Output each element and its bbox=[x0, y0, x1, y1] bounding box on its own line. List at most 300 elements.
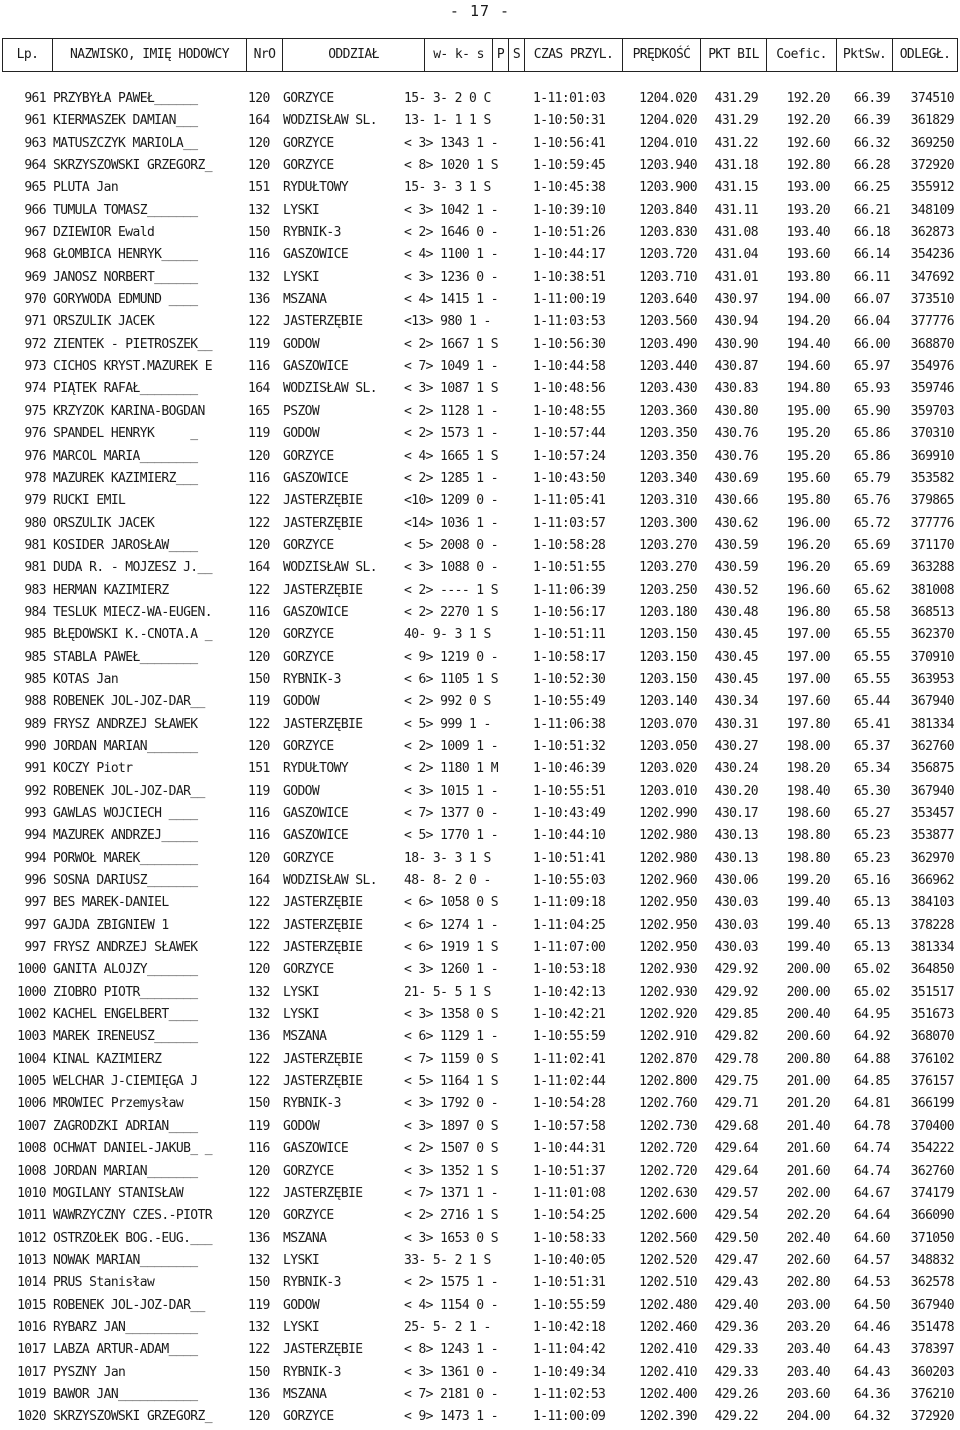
cell-nro: 122 bbox=[248, 493, 270, 509]
cell-odleg: 379865 bbox=[910, 493, 954, 509]
table-row bbox=[0, 424, 960, 446]
cell-predkosc: 1202.600 bbox=[639, 1208, 697, 1224]
cell-czas: 1-10:48:56 bbox=[533, 381, 606, 397]
table-row bbox=[0, 804, 960, 826]
cell-odleg: 370400 bbox=[910, 1118, 954, 1134]
cell-lp: 1005 bbox=[17, 1074, 46, 1090]
cell-coefic: 199.40 bbox=[786, 940, 830, 956]
cell-nro: 120 bbox=[248, 627, 270, 643]
cell-pktsw: 65.41 bbox=[853, 716, 890, 732]
cell-pkt-bil: 430.45 bbox=[714, 649, 758, 665]
cell-oddzial: GORZYCE bbox=[283, 649, 334, 665]
cell-coefic: 198.40 bbox=[786, 783, 830, 799]
cell-oddzial: GODÓW bbox=[283, 426, 320, 442]
cell-lp: 1003 bbox=[17, 1029, 46, 1045]
cell-name: JANOSZ NORBERT______ bbox=[53, 269, 198, 285]
cell-oddzial: JASTERZĘBIE bbox=[283, 1342, 363, 1358]
cell-czas: 1-10:56:17 bbox=[533, 604, 606, 620]
cell-coefic: 197.80 bbox=[786, 716, 830, 732]
cell-pkt-bil: 430.59 bbox=[714, 537, 758, 553]
cell-coefic: 193.20 bbox=[786, 202, 830, 218]
cell-lp: 1017 bbox=[17, 1342, 46, 1358]
cell-nro: 150 bbox=[248, 671, 270, 687]
cell-lp: 1020 bbox=[17, 1409, 46, 1425]
cell-name: TUMULA TOMASZ_______ bbox=[53, 202, 198, 218]
cell-coefic: 199.40 bbox=[786, 917, 830, 933]
cell-wks: < 8> 1020 1 S bbox=[404, 158, 498, 174]
cell-name: ZAGRODZKI ADRIAN____ bbox=[53, 1118, 198, 1134]
table-row bbox=[0, 178, 960, 200]
cell-nro: 116 bbox=[248, 247, 270, 263]
table-row bbox=[0, 648, 960, 670]
table-row bbox=[0, 826, 960, 848]
cell-coefic: 202.60 bbox=[786, 1252, 830, 1268]
cell-coefic: 197.60 bbox=[786, 694, 830, 710]
cell-wks: < 2> 1507 0 S bbox=[404, 1141, 498, 1157]
cell-czas: 1-10:57:58 bbox=[533, 1118, 606, 1134]
cell-name: JORDAN MARIAN_______ bbox=[53, 1163, 198, 1179]
cell-nro: 120 bbox=[248, 850, 270, 866]
cell-lp: 981 bbox=[24, 560, 46, 576]
cell-czas: 1-10:50:31 bbox=[533, 113, 606, 129]
table-row bbox=[0, 737, 960, 759]
cell-oddzial: LYSKI bbox=[283, 984, 320, 1000]
cell-coefic: 202.40 bbox=[786, 1230, 830, 1246]
table-row bbox=[0, 1206, 960, 1228]
cell-odleg: 381008 bbox=[910, 582, 954, 598]
cell-lp: 1000 bbox=[17, 984, 46, 1000]
cell-pktsw: 64.60 bbox=[853, 1230, 890, 1246]
cell-pktsw: 64.43 bbox=[853, 1364, 890, 1380]
cell-pkt-bil: 431.18 bbox=[714, 158, 758, 174]
table-row bbox=[0, 1251, 960, 1273]
cell-odleg: 351673 bbox=[910, 1007, 954, 1023]
cell-odleg: 366199 bbox=[910, 1096, 954, 1112]
cell-odleg: 347692 bbox=[910, 269, 954, 285]
table-row bbox=[0, 1385, 960, 1407]
cell-name: ORSZULIK JACEK bbox=[53, 515, 155, 531]
cell-oddzial: JASTERZĘBIE bbox=[283, 716, 363, 732]
cell-czas: 1-10:58:28 bbox=[533, 537, 606, 553]
cell-wks: < 3> 1653 0 S bbox=[404, 1230, 498, 1246]
cell-coefic: 195.20 bbox=[786, 426, 830, 442]
cell-pktsw: 65.02 bbox=[853, 984, 890, 1000]
cell-name: BAWOR JAN___________ bbox=[53, 1386, 198, 1402]
cell-odleg: 372920 bbox=[910, 1409, 954, 1425]
cell-czas: 1-11:01:03 bbox=[533, 91, 606, 106]
table-row bbox=[0, 536, 960, 558]
cell-wks: < 6> 1058 0 S bbox=[404, 895, 498, 911]
cell-wks: < 7> 2181 0 - bbox=[404, 1386, 498, 1402]
cell-lp: 1008 bbox=[17, 1141, 46, 1157]
cell-nro: 122 bbox=[248, 895, 270, 911]
cell-lp: 1006 bbox=[17, 1096, 46, 1112]
cell-name: BŁĘDOWSKI K.-CNOTA.A _ bbox=[53, 627, 212, 643]
cell-odleg: 376210 bbox=[910, 1386, 954, 1402]
cell-nro: 116 bbox=[248, 1141, 270, 1157]
cell-coefic: 204.00 bbox=[786, 1409, 830, 1425]
cell-pkt-bil: 429.57 bbox=[714, 1185, 758, 1201]
cell-czas: 1-11:09:18 bbox=[533, 895, 606, 911]
cell-czas: 1-11:06:38 bbox=[533, 716, 606, 732]
cell-nro: 132 bbox=[248, 202, 270, 218]
cell-odleg: 353877 bbox=[910, 828, 954, 844]
cell-coefic: 196.20 bbox=[786, 537, 830, 553]
cell-wks: < 2> 1128 1 - bbox=[404, 403, 498, 419]
cell-pkt-bil: 430.13 bbox=[714, 828, 758, 844]
cell-odleg: 368870 bbox=[910, 336, 954, 352]
cell-predkosc: 1202.720 bbox=[639, 1141, 697, 1157]
cell-pkt-bil: 429.22 bbox=[714, 1409, 758, 1425]
cell-coefic: 195.00 bbox=[786, 403, 830, 419]
cell-czas: 1-11:04:42 bbox=[533, 1342, 606, 1358]
header-p: P bbox=[493, 39, 509, 71]
cell-pkt-bil: 430.45 bbox=[714, 627, 758, 643]
cell-predkosc: 1202.720 bbox=[639, 1163, 697, 1179]
cell-pktsw: 64.92 bbox=[853, 1029, 890, 1045]
cell-nro: 120 bbox=[248, 135, 270, 151]
cell-odleg: 359703 bbox=[910, 403, 954, 419]
cell-odleg: 362578 bbox=[910, 1275, 954, 1291]
cell-coefic: 203.20 bbox=[786, 1319, 830, 1335]
cell-pkt-bil: 429.68 bbox=[714, 1118, 758, 1134]
cell-predkosc: 1202.950 bbox=[639, 917, 697, 933]
cell-name: KOSIDER JAROSŁAW____ bbox=[53, 537, 198, 553]
cell-predkosc: 1203.050 bbox=[639, 738, 697, 754]
cell-pkt-bil: 429.71 bbox=[714, 1096, 758, 1112]
page-number: - 17 - bbox=[449, 2, 511, 20]
cell-nro: 136 bbox=[248, 1230, 270, 1246]
cell-pkt-bil: 430.69 bbox=[714, 470, 758, 486]
cell-coefic: 192.80 bbox=[786, 158, 830, 174]
cell-lp: 976 bbox=[24, 448, 46, 464]
cell-pkt-bil: 429.92 bbox=[714, 962, 758, 978]
cell-wks: < 5> 1770 1 - bbox=[404, 828, 498, 844]
cell-czas: 1-10:51:41 bbox=[533, 850, 606, 866]
cell-coefic: 197.00 bbox=[786, 627, 830, 643]
cell-czas: 1-10:43:50 bbox=[533, 470, 606, 486]
cell-predkosc: 1203.250 bbox=[639, 582, 697, 598]
cell-pktsw: 64.64 bbox=[853, 1208, 890, 1224]
cell-coefic: 194.20 bbox=[786, 314, 830, 330]
cell-oddzial: GASZOWICE bbox=[283, 828, 349, 844]
table-row bbox=[0, 1117, 960, 1139]
cell-czas: 1-10:51:11 bbox=[533, 627, 606, 643]
cell-name: KIERMASZEK DAMIAN___ bbox=[53, 113, 198, 129]
cell-odleg: 362970 bbox=[910, 850, 954, 866]
cell-czas: 1-10:51:37 bbox=[533, 1163, 606, 1179]
cell-odleg: 372920 bbox=[910, 158, 954, 174]
cell-pktsw: 64.74 bbox=[853, 1141, 890, 1157]
cell-nro: 122 bbox=[248, 314, 270, 330]
cell-odleg: 369250 bbox=[910, 135, 954, 151]
cell-predkosc: 1203.270 bbox=[639, 537, 697, 553]
cell-coefic: 202.80 bbox=[786, 1275, 830, 1291]
cell-pktsw: 65.90 bbox=[853, 403, 890, 419]
cell-oddzial: GODÓW bbox=[283, 336, 320, 352]
cell-coefic: 196.00 bbox=[786, 515, 830, 531]
cell-name: RYBARZ JAN__________ bbox=[53, 1319, 198, 1335]
cell-lp: 1013 bbox=[17, 1252, 46, 1268]
cell-oddzial: GORZYCE bbox=[283, 158, 334, 174]
cell-coefic: 195.60 bbox=[786, 470, 830, 486]
cell-oddzial: GORZYCE bbox=[283, 627, 334, 643]
cell-nro: 122 bbox=[248, 940, 270, 956]
cell-name: GAWLAS WOJCIECH ____ bbox=[53, 806, 198, 821]
cell-pkt-bil: 429.40 bbox=[714, 1297, 758, 1313]
cell-coefic: 198.60 bbox=[786, 806, 830, 821]
cell-name: SKRZYSZOWSKI GRZEGORZ_ bbox=[53, 158, 212, 174]
cell-pkt-bil: 430.20 bbox=[714, 783, 758, 799]
cell-name: KINAL KAZIMIERZ bbox=[53, 1051, 162, 1067]
cell-name: ROBENEK JOL-JÓZ-DAR__ bbox=[53, 783, 205, 799]
cell-name: FRYSZ ANDRZEJ SŁAWEK bbox=[53, 940, 198, 956]
cell-czas: 1-11:02:41 bbox=[533, 1051, 606, 1067]
cell-name: WELCHAR J-CIEMIĘGA J bbox=[53, 1074, 198, 1090]
cell-name: GANITA ALOJZY_______ bbox=[53, 962, 198, 978]
cell-odleg: 362760 bbox=[910, 738, 954, 754]
cell-oddzial: GODÓW bbox=[283, 694, 320, 710]
cell-coefic: 193.00 bbox=[786, 180, 830, 196]
cell-coefic: 194.60 bbox=[786, 359, 830, 375]
cell-pkt-bil: 430.76 bbox=[714, 448, 758, 464]
cell-odleg: 353457 bbox=[910, 806, 954, 821]
cell-oddzial: JASTERZĘBIE bbox=[283, 1051, 363, 1067]
table-row bbox=[0, 916, 960, 938]
cell-pkt-bil: 430.62 bbox=[714, 515, 758, 531]
cell-name: RUCKI EMIL bbox=[53, 493, 126, 509]
cell-predkosc: 1203.150 bbox=[639, 671, 697, 687]
cell-pkt-bil: 431.08 bbox=[714, 225, 758, 241]
cell-predkosc: 1202.980 bbox=[639, 828, 697, 844]
table-row bbox=[0, 983, 960, 1005]
cell-predkosc: 1202.410 bbox=[639, 1342, 697, 1358]
cell-nro: 150 bbox=[248, 1364, 270, 1380]
cell-wks: < 6> 1274 1 - bbox=[404, 917, 498, 933]
cell-predkosc: 1202.510 bbox=[639, 1275, 697, 1291]
cell-coefic: 198.20 bbox=[786, 761, 830, 777]
cell-pktsw: 65.62 bbox=[853, 582, 890, 598]
cell-lp: 981 bbox=[24, 537, 46, 553]
cell-lp: 992 bbox=[24, 783, 46, 799]
cell-odleg: 353582 bbox=[910, 470, 954, 486]
cell-lp: 1017 bbox=[17, 1364, 46, 1380]
cell-wks: < 7> 1049 1 - bbox=[404, 359, 498, 375]
cell-coefic: 200.80 bbox=[786, 1051, 830, 1067]
cell-predkosc: 1202.990 bbox=[639, 806, 697, 821]
cell-nro: 120 bbox=[248, 738, 270, 754]
cell-lp: 974 bbox=[24, 381, 46, 397]
table-row bbox=[0, 1162, 960, 1184]
cell-pkt-bil: 431.11 bbox=[714, 202, 758, 218]
table-row bbox=[0, 603, 960, 625]
cell-oddzial: GORZYCE bbox=[283, 135, 334, 151]
cell-lp: 972 bbox=[24, 336, 46, 352]
cell-pkt-bil: 430.80 bbox=[714, 403, 758, 419]
cell-coefic: 197.00 bbox=[786, 671, 830, 687]
cell-odleg: 369910 bbox=[910, 448, 954, 464]
cell-nro: 116 bbox=[248, 604, 270, 620]
cell-wks: < 4> 1154 0 - bbox=[404, 1297, 498, 1313]
cell-czas: 1-11:05:41 bbox=[533, 493, 606, 509]
cell-pkt-bil: 430.31 bbox=[714, 716, 758, 732]
cell-nro: 120 bbox=[248, 91, 270, 106]
cell-wks: <13> 980 1 - bbox=[404, 314, 491, 330]
cell-lp: 1007 bbox=[17, 1118, 46, 1134]
table-row bbox=[0, 312, 960, 334]
table-row bbox=[0, 581, 960, 603]
table-row bbox=[0, 692, 960, 714]
cell-pktsw: 64.81 bbox=[853, 1096, 890, 1112]
table-row bbox=[0, 849, 960, 871]
cell-predkosc: 1203.150 bbox=[639, 627, 697, 643]
cell-pktsw: 64.85 bbox=[853, 1074, 890, 1090]
cell-oddzial: GORZYCE bbox=[283, 448, 334, 464]
cell-wks: < 5> 999 1 - bbox=[404, 716, 491, 732]
cell-oddzial: WODZISŁAW ŚL. bbox=[283, 560, 377, 576]
cell-lp: 983 bbox=[24, 582, 46, 598]
cell-pktsw: 65.27 bbox=[853, 806, 890, 821]
cell-pkt-bil: 430.06 bbox=[714, 873, 758, 889]
cell-nro: 132 bbox=[248, 984, 270, 1000]
cell-wks: 13- 1- 1 1 S bbox=[404, 113, 491, 129]
cell-pkt-bil: 429.26 bbox=[714, 1386, 758, 1402]
cell-nro: 132 bbox=[248, 269, 270, 285]
cell-odleg: 371170 bbox=[910, 537, 954, 553]
cell-wks: < 7> 1377 0 - bbox=[404, 806, 498, 821]
cell-predkosc: 1203.300 bbox=[639, 515, 697, 531]
cell-nro: 150 bbox=[248, 225, 270, 241]
header-wks: w- k- s bbox=[425, 39, 493, 71]
cell-name: MAZUREK ANDRZEJ_____ bbox=[53, 828, 198, 844]
cell-oddzial: JASTERZĘBIE bbox=[283, 1074, 363, 1090]
cell-predkosc: 1203.150 bbox=[639, 649, 697, 665]
cell-lp: 1019 bbox=[17, 1386, 46, 1402]
table-row bbox=[0, 335, 960, 357]
cell-coefic: 197.00 bbox=[786, 649, 830, 665]
cell-odleg: 370310 bbox=[910, 426, 954, 442]
header-oddzial: ODDZIAŁ bbox=[283, 39, 425, 71]
cell-pkt-bil: 429.64 bbox=[714, 1163, 758, 1179]
cell-predkosc: 1202.920 bbox=[639, 1007, 697, 1023]
cell-name: MAZUREK KAZIMIERZ___ bbox=[53, 470, 198, 486]
cell-pktsw: 66.07 bbox=[853, 292, 890, 308]
cell-wks: < 2> 992 0 S bbox=[404, 694, 491, 710]
cell-nro: 122 bbox=[248, 1185, 270, 1201]
table-row bbox=[0, 290, 960, 312]
cell-pktsw: 65.55 bbox=[853, 671, 890, 687]
results-table bbox=[0, 89, 960, 1430]
cell-pktsw: 64.46 bbox=[853, 1319, 890, 1335]
cell-predkosc: 1202.560 bbox=[639, 1230, 697, 1246]
cell-nro: 150 bbox=[248, 1096, 270, 1112]
cell-wks: < 2> 1285 1 - bbox=[404, 470, 498, 486]
cell-name: LABZA ARTUR-ADAM____ bbox=[53, 1342, 198, 1358]
cell-predkosc: 1203.640 bbox=[639, 292, 697, 308]
cell-nro: 151 bbox=[248, 180, 270, 196]
cell-coefic: 198.80 bbox=[786, 828, 830, 844]
cell-odleg: 348109 bbox=[910, 202, 954, 218]
cell-nro: 119 bbox=[248, 1118, 270, 1134]
cell-name: PRUS Stanisław bbox=[53, 1275, 155, 1291]
cell-odleg: 377776 bbox=[910, 314, 954, 330]
cell-predkosc: 1203.430 bbox=[639, 381, 697, 397]
cell-name: FRYSZ ANDRZEJ SŁAWEK bbox=[53, 716, 198, 732]
cell-predkosc: 1202.480 bbox=[639, 1297, 697, 1313]
cell-lp: 997 bbox=[24, 895, 46, 911]
cell-pkt-bil: 429.54 bbox=[714, 1208, 758, 1224]
cell-odleg: 354976 bbox=[910, 359, 954, 375]
cell-oddzial: GASZOWICE bbox=[283, 1141, 349, 1157]
cell-wks: <14> 1036 1 - bbox=[404, 515, 498, 531]
cell-pkt-bil: 430.24 bbox=[714, 761, 758, 777]
cell-name: PIĄTEK RAFAŁ________ bbox=[53, 381, 198, 397]
cell-pktsw: 65.97 bbox=[853, 359, 890, 375]
cell-name: ZIOBRO PIOTR________ bbox=[53, 984, 198, 1000]
cell-nro: 122 bbox=[248, 1342, 270, 1358]
cell-pkt-bil: 429.85 bbox=[714, 1007, 758, 1023]
cell-nro: 119 bbox=[248, 694, 270, 710]
cell-name: MOGILANY STANISŁAW bbox=[53, 1185, 184, 1201]
cell-pkt-bil: 430.83 bbox=[714, 381, 758, 397]
cell-pkt-bil: 429.33 bbox=[714, 1342, 758, 1358]
cell-wks: < 3> 1361 0 - bbox=[404, 1364, 498, 1380]
cell-pktsw: 64.95 bbox=[853, 1007, 890, 1023]
cell-czas: 1-10:48:55 bbox=[533, 403, 606, 419]
cell-oddzial: GODÓW bbox=[283, 1297, 320, 1313]
cell-oddzial: RYBNIK-3 bbox=[283, 671, 341, 687]
cell-oddzial: RYDUŁTOWY bbox=[283, 180, 349, 196]
cell-pkt-bil: 430.90 bbox=[714, 336, 758, 352]
header-coefic: Coefic. bbox=[767, 39, 837, 71]
cell-lp: 964 bbox=[24, 158, 46, 174]
table-row bbox=[0, 1318, 960, 1340]
cell-oddzial: JASTERZĘBIE bbox=[283, 1185, 363, 1201]
cell-predkosc: 1202.870 bbox=[639, 1051, 697, 1067]
cell-pkt-bil: 430.97 bbox=[714, 292, 758, 308]
cell-czas: 1-10:46:39 bbox=[533, 761, 606, 777]
cell-pktsw: 66.18 bbox=[853, 225, 890, 241]
table-row bbox=[0, 938, 960, 960]
cell-odleg: 373510 bbox=[910, 292, 954, 308]
cell-predkosc: 1202.950 bbox=[639, 940, 697, 956]
cell-coefic: 203.00 bbox=[786, 1297, 830, 1313]
cell-nro: 119 bbox=[248, 426, 270, 442]
cell-pkt-bil: 430.59 bbox=[714, 560, 758, 576]
cell-nro: 116 bbox=[248, 470, 270, 486]
cell-coefic: 200.60 bbox=[786, 1029, 830, 1045]
cell-czas: 1-11:03:57 bbox=[533, 515, 606, 531]
cell-wks: < 6> 1105 1 S bbox=[404, 671, 498, 687]
cell-lp: 1011 bbox=[17, 1208, 46, 1224]
cell-odleg: 363288 bbox=[910, 560, 954, 576]
cell-oddzial: LYSKI bbox=[283, 1252, 320, 1268]
cell-czas: 1-10:55:51 bbox=[533, 783, 606, 799]
cell-coefic: 201.60 bbox=[786, 1163, 830, 1179]
cell-name: ROBENEK JOL-JÓZ-DAR__ bbox=[53, 1297, 205, 1313]
header-nro: NrO bbox=[247, 39, 283, 71]
cell-oddzial: GASZOWICE bbox=[283, 806, 349, 821]
table-row bbox=[0, 1005, 960, 1027]
header-lp: Lp. bbox=[3, 39, 53, 71]
cell-odleg: 354236 bbox=[910, 247, 954, 263]
cell-lp: 994 bbox=[24, 850, 46, 866]
cell-lp: 1012 bbox=[17, 1230, 46, 1246]
cell-coefic: 199.40 bbox=[786, 895, 830, 911]
cell-pkt-bil: 430.03 bbox=[714, 940, 758, 956]
cell-nro: 120 bbox=[248, 537, 270, 553]
cell-wks: < 9> 1219 0 - bbox=[404, 649, 498, 665]
